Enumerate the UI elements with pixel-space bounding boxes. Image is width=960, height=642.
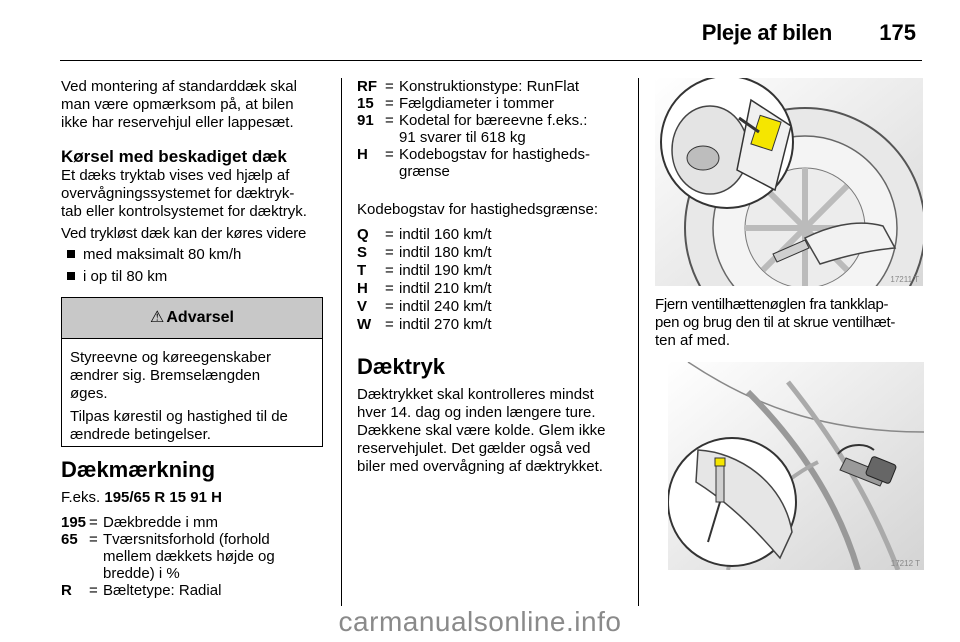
speed-key: V bbox=[357, 298, 368, 315]
pressure-line: reservehjulet. Det gælder også ved bbox=[357, 440, 591, 457]
warning-line: Styreevne og køreegenskaber bbox=[70, 349, 271, 366]
warning-box bbox=[61, 297, 323, 447]
valve-key-removal-drawing bbox=[655, 78, 923, 286]
bullet-item bbox=[61, 246, 333, 264]
definition-key: R bbox=[61, 582, 72, 599]
damaged-tire-heading: Kørsel med beskadiget dæk bbox=[61, 147, 287, 166]
figure-code: 17212 T bbox=[890, 559, 920, 568]
warning-header bbox=[62, 298, 322, 339]
speed-row bbox=[357, 298, 629, 316]
definition-key: 195 bbox=[61, 514, 87, 531]
pressure-line: biler med overvågning af dæktrykket. bbox=[357, 458, 603, 475]
pressure-line: Dækkene skal være kolde. Glem ikke bbox=[357, 422, 606, 439]
tire-definition-list bbox=[61, 514, 333, 599]
definition-row bbox=[61, 514, 333, 531]
tire-example bbox=[61, 489, 333, 507]
tire-pressure-text bbox=[357, 386, 629, 476]
speed-equals: = bbox=[385, 280, 394, 297]
definition-line: 91 svarer til 618 kg bbox=[399, 129, 526, 146]
warning-line: ændrede betingelser. bbox=[70, 426, 211, 443]
definition-row bbox=[357, 95, 629, 112]
warning-line: Tilpas kørestil og hastighed til de bbox=[70, 408, 288, 425]
speed-key: H bbox=[357, 280, 368, 297]
definition-equals: = bbox=[385, 78, 394, 95]
definition-equals: = bbox=[89, 531, 98, 548]
speed-row bbox=[357, 316, 629, 334]
intro-line: ikke har reservehjul eller lappesæt. bbox=[61, 114, 294, 131]
warning-triangle-icon: ⚠ bbox=[150, 309, 165, 326]
bullet-text: i op til 80 km bbox=[83, 268, 168, 285]
definition-row bbox=[357, 146, 629, 180]
speed-value: indtil 210 km/t bbox=[399, 280, 492, 297]
definition-row bbox=[357, 78, 629, 95]
definition-key: H bbox=[357, 146, 368, 163]
speed-equals: = bbox=[385, 262, 394, 279]
definition-line: Kodebogstav for hastigheds- bbox=[399, 146, 590, 163]
speed-equals: = bbox=[385, 226, 394, 243]
pressure-line: Dæktrykket skal kontrolleres mindst bbox=[357, 386, 594, 403]
definition-value bbox=[399, 95, 629, 112]
bullet-text: med maksimalt 80 km/h bbox=[83, 246, 242, 263]
damaged-text-line: Et dæks tryktab vises ved hjælp af bbox=[61, 167, 290, 184]
definition-line: Kodetal for bæreevne f.eks.: bbox=[399, 112, 588, 129]
left-column bbox=[61, 78, 333, 286]
speed-value: indtil 240 km/t bbox=[399, 298, 492, 315]
definition-line: Dækbredde i mm bbox=[103, 514, 219, 531]
speed-value: indtil 160 km/t bbox=[399, 226, 492, 243]
pressure-line: hver 14. dag og inden længere ture. bbox=[357, 404, 596, 421]
damaged-text-line: tab eller kontrolsystemet for dæktryk. bbox=[61, 203, 307, 220]
definition-value bbox=[103, 582, 333, 599]
warning-line: øges. bbox=[70, 385, 108, 402]
speed-value: indtil 190 km/t bbox=[399, 262, 492, 279]
definition-key: 91 bbox=[357, 112, 374, 129]
tire-marking-heading: Dækmærkning bbox=[61, 457, 216, 482]
speed-row bbox=[357, 226, 629, 244]
caption-line: Fjern ventilhættenøglen fra tankklap- bbox=[655, 296, 889, 313]
illustration-valve-cap-unscrew bbox=[668, 362, 924, 570]
speed-key: W bbox=[357, 316, 372, 333]
column-divider-left bbox=[341, 78, 342, 606]
speed-value: indtil 180 km/t bbox=[399, 244, 492, 261]
speed-row bbox=[357, 244, 629, 262]
speed-row bbox=[357, 280, 629, 298]
bullet-item bbox=[61, 268, 333, 286]
figure-caption bbox=[655, 296, 927, 350]
definition-equals: = bbox=[385, 95, 394, 112]
speed-value: indtil 270 km/t bbox=[399, 316, 492, 333]
definition-row bbox=[357, 112, 629, 146]
watermark: carmanualsonline.info bbox=[338, 606, 622, 637]
valve-cap-unscrew-drawing bbox=[668, 362, 924, 570]
tire-marking-section bbox=[61, 457, 333, 599]
speed-equals: = bbox=[385, 298, 394, 315]
intro-line: man være opmærksom på, at bilen bbox=[61, 96, 294, 113]
intro-line: Ved montering af standarddæk skal bbox=[61, 78, 297, 95]
speed-key: T bbox=[357, 262, 367, 279]
definition-key: 65 bbox=[61, 531, 78, 548]
warning-title: Advarsel bbox=[166, 309, 234, 326]
speed-key: S bbox=[357, 244, 368, 261]
speed-code-list bbox=[357, 226, 629, 334]
caption-line: ten af med. bbox=[655, 332, 731, 349]
definition-value bbox=[399, 146, 629, 180]
definition-value bbox=[103, 514, 333, 531]
middle-column bbox=[357, 78, 629, 476]
definition-line: mellem dækkets højde og bbox=[103, 548, 275, 565]
speed-row bbox=[357, 262, 629, 280]
definition-key: 15 bbox=[357, 95, 374, 112]
definition-equals: = bbox=[89, 582, 98, 599]
figure-code: 17211 T bbox=[890, 275, 919, 284]
definition-equals: = bbox=[385, 112, 394, 129]
definition-line: grænse bbox=[399, 163, 450, 180]
damaged-text-line: overvågningssystemet for dæktryk- bbox=[61, 185, 295, 202]
pressureless-text: Ved trykløst dæk kan der køres videre bbox=[61, 225, 307, 242]
definition-equals: = bbox=[385, 146, 394, 163]
definition-line: Fælgdiameter i tommer bbox=[399, 95, 555, 112]
speed-code-heading: Kodebogstav for hastighedsgrænse: bbox=[357, 201, 598, 218]
warning-body bbox=[62, 339, 322, 444]
bullet-square-icon bbox=[67, 250, 75, 258]
page-title: Pleje af bilen bbox=[701, 20, 832, 45]
column-divider-right bbox=[638, 78, 639, 606]
tire-pressure-heading: Dæktryk bbox=[357, 354, 446, 379]
definition-line: Konstruktionstype: RunFlat bbox=[399, 78, 580, 95]
header-rule bbox=[60, 60, 922, 61]
definition-key: RF bbox=[357, 78, 377, 95]
definition-value bbox=[399, 112, 629, 146]
tire-definition-list-continued bbox=[357, 78, 629, 180]
definition-value bbox=[103, 531, 333, 582]
definition-row bbox=[61, 531, 333, 582]
caption-line: pen og brug den til at skrue ventilhæt- bbox=[655, 314, 896, 331]
bullet-square-icon bbox=[67, 272, 75, 280]
example-code: 195/65 R 15 91 H bbox=[104, 489, 222, 506]
warning-line: ændrer sig. Bremselængden bbox=[70, 367, 261, 384]
example-prefix: F.eks. bbox=[61, 489, 101, 506]
definition-line: Bæltetype: Radial bbox=[103, 582, 222, 599]
illustration-valve-key-removal bbox=[655, 78, 923, 286]
page-number: 175 bbox=[879, 20, 916, 45]
speed-equals: = bbox=[385, 316, 394, 333]
definition-equals: = bbox=[89, 514, 98, 531]
definition-row bbox=[61, 582, 333, 599]
definition-line: bredde) i % bbox=[103, 565, 180, 582]
definition-value bbox=[399, 78, 629, 95]
definition-line: Tværsnitsforhold (forhold bbox=[103, 531, 270, 548]
speed-key: Q bbox=[357, 226, 369, 243]
speed-equals: = bbox=[385, 244, 394, 261]
